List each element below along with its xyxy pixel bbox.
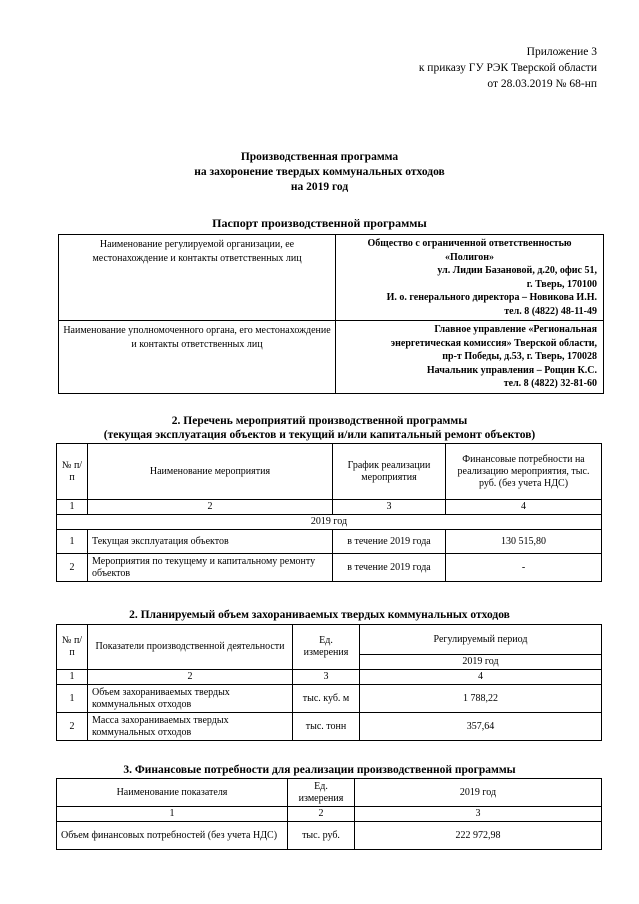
passport-title: Паспорт производственной программы: [212, 216, 427, 230]
passport-label: Наименование уполномоченного органа, его местонахождение и контакты ответственных лиц: [59, 321, 336, 394]
passport-line: И. о. генерального директора – Новикова И.Н.: [386, 292, 597, 303]
section-title-line: 2. Перечень мероприятий производственной программы: [171, 415, 468, 427]
passport-line: Главное управление «Региональная: [434, 324, 597, 335]
year-label: 2019 год: [57, 515, 602, 530]
col-number: 1: [57, 500, 88, 515]
title-line: Производственная программа: [240, 151, 399, 163]
header-num: № п/п: [57, 625, 88, 670]
header-finance: Финансовые потребности на реализацию мероприятия, тыс. руб. (без учета НДС): [446, 444, 602, 500]
row-name: Текущая эксплуатация объектов: [88, 530, 333, 554]
table-header-row: [57, 625, 602, 655]
row-indicator: Объем финансовых потребностей (без учета НДС): [57, 822, 288, 850]
passport-value: [336, 235, 604, 321]
section-title-line: (текущая эксплуатация объектов и текущий и/или капитальный ремонт объектов): [103, 429, 536, 441]
row-schedule: в течение 2019 года: [333, 554, 446, 582]
col-number: 4: [446, 500, 602, 515]
row-finance: -: [446, 554, 602, 582]
finance-table: [56, 778, 602, 850]
row-unit: тыс. тонн: [293, 713, 360, 741]
table-row: [59, 321, 604, 394]
title-line: на 2019 год: [290, 181, 349, 193]
header-unit: Ед. измерения: [293, 625, 360, 670]
row-schedule: в течение 2019 года: [333, 530, 446, 554]
header-num: № п/п: [57, 444, 88, 500]
passport-value: [336, 321, 604, 394]
table-row: [57, 685, 602, 713]
header-year: 2019 год: [355, 779, 602, 807]
section2-title: [0, 414, 639, 442]
appendix-header: [419, 44, 597, 92]
col-number: 1: [57, 670, 88, 685]
header-period: Регулируемый период: [360, 625, 602, 655]
passport-line: ул. Лидии Базановой, д.20, офис 51,: [437, 265, 597, 276]
appendix-line: Приложение 3: [526, 46, 597, 58]
col-number: 2: [288, 807, 355, 822]
section3-title: 2. Планируемый объем захораниваемых твердых коммунальных отходов: [129, 609, 510, 621]
passport-line: Общество с ограниченной ответственностью: [367, 238, 572, 249]
col-number: 3: [333, 500, 446, 515]
row-num: 2: [57, 713, 88, 741]
col-number: 3: [293, 670, 360, 685]
row-indicator: Масса захораниваемых твердых коммунальных отходов: [88, 713, 293, 741]
document-title: [0, 150, 639, 195]
row-num: 2: [57, 554, 88, 582]
header-indicator: Наименование показателя: [57, 779, 288, 807]
passport-line: «Полигон»: [444, 251, 495, 263]
row-unit: тыс. куб. м: [293, 685, 360, 713]
header-name: Наименование мероприятия: [88, 444, 333, 500]
passport-line: г. Тверь, 170100: [526, 278, 597, 290]
section4-title: 3. Финансовые потребности для реализации производственной программы: [123, 764, 516, 776]
passport-label: Наименование регулируемой организации, ее местонахождение и контакты ответственных лиц: [59, 235, 336, 321]
volume-table: [56, 624, 602, 741]
year-row: [57, 515, 602, 530]
header-unit: Ед. измерения: [288, 779, 355, 807]
col-number: 2: [88, 500, 333, 515]
table-header-row: [57, 444, 602, 500]
row-value: 357,64: [360, 713, 602, 741]
row-num: 1: [57, 530, 88, 554]
row-finance: 130 515,80: [446, 530, 602, 554]
passport-line: тел. 8 (4822) 32-81-60: [503, 378, 597, 389]
col-number: 4: [360, 670, 602, 685]
row-indicator: Объем захораниваемых твердых коммунальных отходов: [88, 685, 293, 713]
passport-line: Начальник управления – Рощин К.С.: [426, 364, 597, 376]
header-year: 2019 год: [360, 655, 602, 670]
col-number: 2: [88, 670, 293, 685]
passport-table: [58, 234, 604, 394]
row-unit: тыс. руб.: [288, 822, 355, 850]
row-value: 1 788,22: [360, 685, 602, 713]
passport-line: энергетическая комиссия» Тверской области,: [390, 337, 597, 349]
col-number: 1: [57, 807, 288, 822]
table-row: [57, 822, 602, 850]
passport-line: тел. 8 (4822) 48-11-49: [504, 305, 597, 317]
table-row: [57, 713, 602, 741]
column-number-row: [57, 500, 602, 515]
passport-line: пр-т Победы, д.53, г. Тверь, 170028: [442, 351, 597, 362]
appendix-line: от 28.03.2019 № 68-нп: [487, 78, 597, 90]
row-name: Мероприятия по текущему и капитальному ремонту объектов: [88, 554, 333, 582]
title-line: на захоронение твердых коммунальных отходов: [194, 166, 445, 178]
table-row: [57, 530, 602, 554]
column-number-row: [57, 807, 602, 822]
row-value: 222 972,98: [355, 822, 602, 850]
col-number: 3: [355, 807, 602, 822]
appendix-line: к приказу ГУ РЭК Тверской области: [418, 62, 597, 74]
row-num: 1: [57, 685, 88, 713]
table-header-row: [57, 779, 602, 807]
column-number-row: [57, 670, 602, 685]
header-indicator: Показатели производственной деятельности: [88, 625, 293, 670]
activities-table: [56, 443, 602, 582]
header-schedule: График реализации мероприятия: [333, 444, 446, 500]
table-row: [57, 554, 602, 582]
table-row: [59, 235, 604, 321]
